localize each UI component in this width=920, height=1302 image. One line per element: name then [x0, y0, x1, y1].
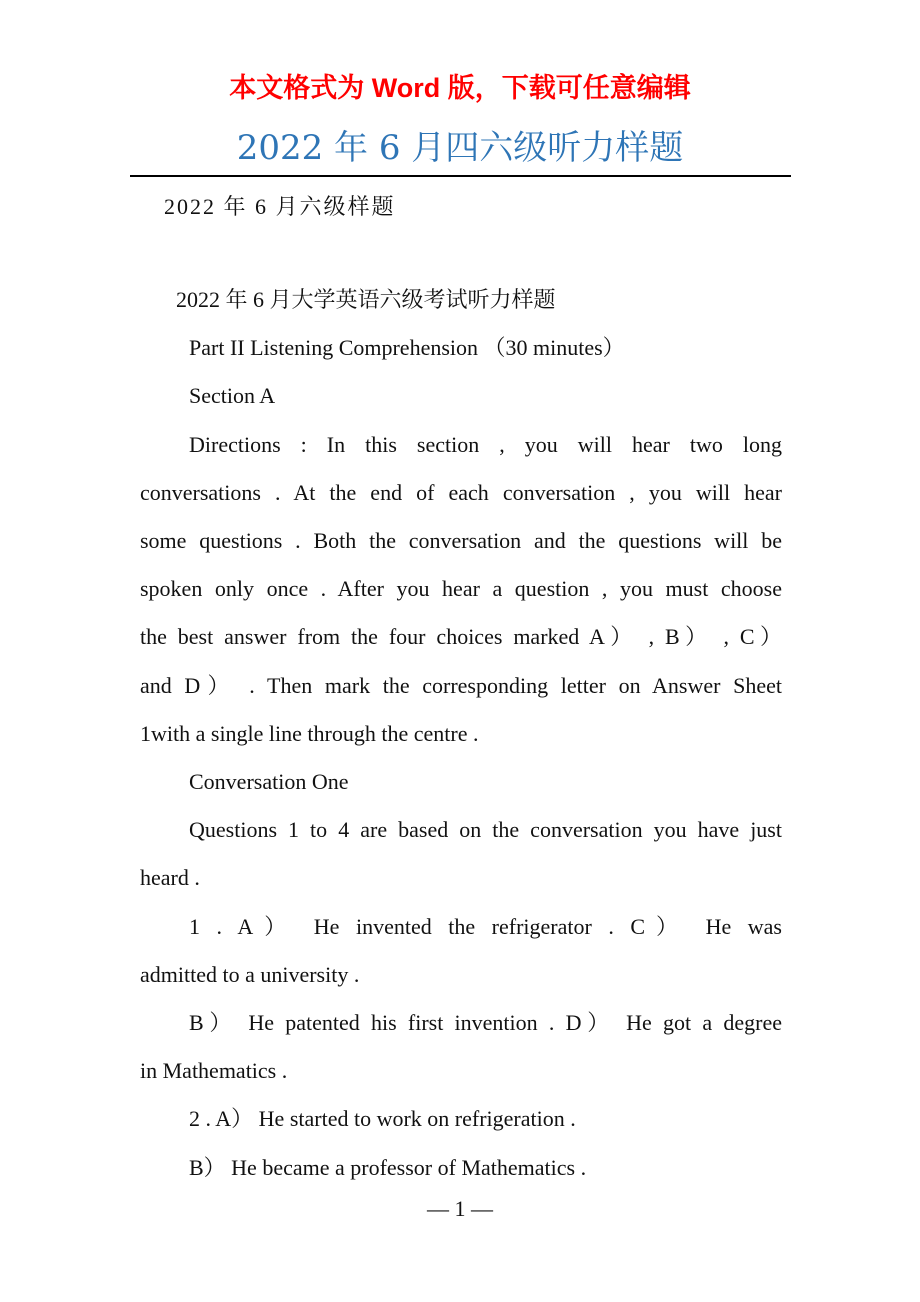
paragraph-line: 1 . A） He invented the refrigerator . C） He was — [189, 913, 782, 939]
editable-notice-banner: 本文格式为 Word 版，下载可任意编辑 — [229, 73, 691, 103]
paragraph-line: admitted to a university . — [140, 961, 360, 987]
paragraph-line: spoken only once . After you hear a question , you must choose — [140, 576, 782, 602]
paragraph-line: B） He became a professor of Mathematics . — [189, 1154, 587, 1180]
paragraph-line: Conversation One — [189, 769, 349, 794]
paragraph-line: Questions 1 to 4 are based on the conversation you have just — [189, 817, 782, 843]
paragraph-line: heard . — [140, 865, 200, 891]
paragraph-line: 2022 年 6 月大学英语六级考试听力样题 — [176, 287, 556, 312]
title-divider — [130, 175, 791, 177]
document-subtitle: 2022 年 6 月六级样题 — [164, 194, 396, 219]
paragraph-line: conversations . At the end of each conversation , you will hear — [140, 479, 782, 505]
paragraph-line: Section A — [189, 383, 276, 409]
paragraph-line: in Mathematics . — [140, 1058, 288, 1084]
document-title: 2022 年 6 月四六级听力样题 — [236, 128, 684, 168]
paragraph-line: Part II Listening Comprehension （30 minutes） — [189, 335, 625, 361]
paragraph-line: Directions : In this section , you will hear two long — [189, 431, 782, 457]
paragraph-line: some questions . Both the conversation and the questions will be — [140, 528, 782, 553]
page-number: — 1 — — [427, 1196, 493, 1221]
paragraph-line: B） He patented his first invention . D） He got a degree — [189, 1010, 782, 1035]
paragraph-line: 1with a single line through the centre . — [140, 720, 479, 746]
paragraph-line: the best answer from the four choices marked A） , B） , C） — [140, 624, 782, 650]
paragraph-line: and D） . Then mark the corresponding letter on Answer Sheet — [140, 672, 782, 698]
paragraph-line: 2 . A） He started to work on refrigeration . — [189, 1106, 576, 1132]
